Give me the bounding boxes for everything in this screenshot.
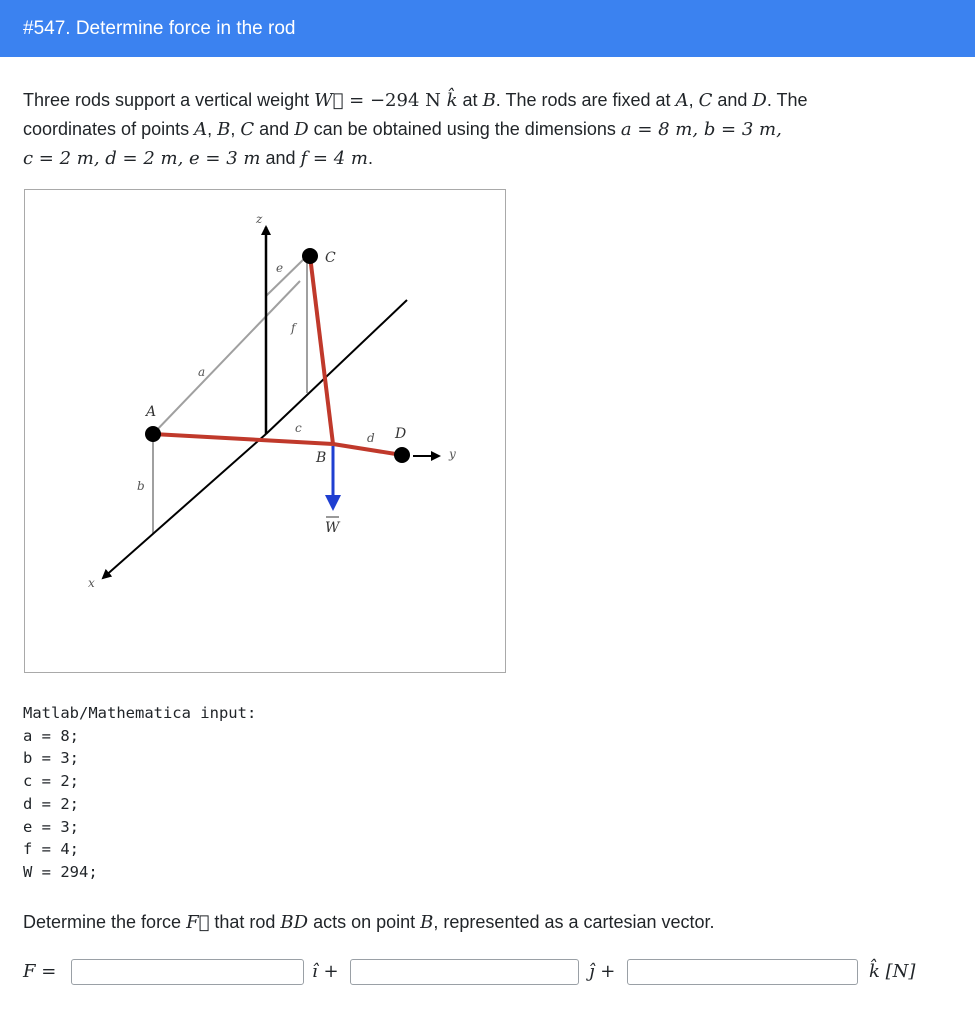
problem-line-1: Three rods support a vertical weight W⃗ = −294 N k̂ at B. The rods are fixed at A, C and D. The (23, 90, 808, 111)
rod-diagram-svg (25, 190, 505, 672)
code-line: a = 8; (23, 726, 79, 745)
diagonal-line (266, 300, 407, 434)
label-f: f (291, 321, 296, 335)
matlab-code-block (23, 702, 256, 884)
label-B: B (316, 450, 327, 466)
problem-title: #547. Determine force in the rod (23, 18, 296, 39)
label-b: b (137, 479, 145, 493)
rod-DB (333, 444, 402, 455)
label-z: z (256, 212, 263, 226)
point-D (394, 447, 410, 463)
label-e: e (276, 261, 284, 275)
label-a: a (198, 365, 206, 379)
code-line: b = 3; (23, 749, 79, 768)
x-axis (103, 434, 266, 578)
code-line: e = 3; (23, 817, 79, 836)
rod-AB (153, 434, 333, 444)
label-A: A (146, 404, 157, 420)
force-z-input[interactable] (627, 959, 858, 985)
label-D: D (395, 426, 407, 442)
code-line: d = 2; (23, 794, 79, 813)
question-text: Determine the force F⃗ that rod BD acts on point B, represented as a cartesian vector. (23, 912, 715, 933)
problem-header (0, 0, 975, 57)
force-x-input[interactable] (71, 959, 304, 985)
rod-CB (310, 256, 333, 444)
problem-line-2: coordinates of points A, B, C and D can be obtained using the dimensions a = 8 m, b = 3 m, (23, 119, 782, 140)
rod-diagram (24, 189, 506, 673)
i-hat-label: ı̂ + (312, 961, 339, 982)
label-C: C (325, 250, 336, 266)
dim-line-e (266, 256, 307, 296)
j-hat-label: ȷ̂ + (589, 961, 616, 982)
dim-line-a (153, 281, 300, 434)
code-line: W = 294; (23, 862, 98, 881)
force-y-input[interactable] (350, 959, 579, 985)
problem-line-3: c = 2 m, d = 2 m, e = 3 m and f = 4 m. (23, 148, 373, 169)
code-line: c = 2; (23, 772, 79, 791)
label-x: x (88, 576, 95, 590)
k-hat-unit-label: k̂ [N] (869, 961, 916, 982)
label-y: y (449, 447, 456, 461)
problem-statement (23, 86, 953, 173)
weight-vector-symbol: W⃗ (314, 90, 344, 111)
label-W: W (325, 520, 340, 536)
point-C (302, 248, 318, 264)
force-vector-symbol: F⃗ (186, 912, 210, 933)
force-label: F = (23, 961, 57, 982)
label-c: c (295, 421, 302, 435)
label-d: d (367, 431, 375, 445)
code-title: Matlab/Mathematica input: (23, 704, 257, 722)
point-A (145, 426, 161, 442)
code-line: f = 4; (23, 840, 79, 859)
